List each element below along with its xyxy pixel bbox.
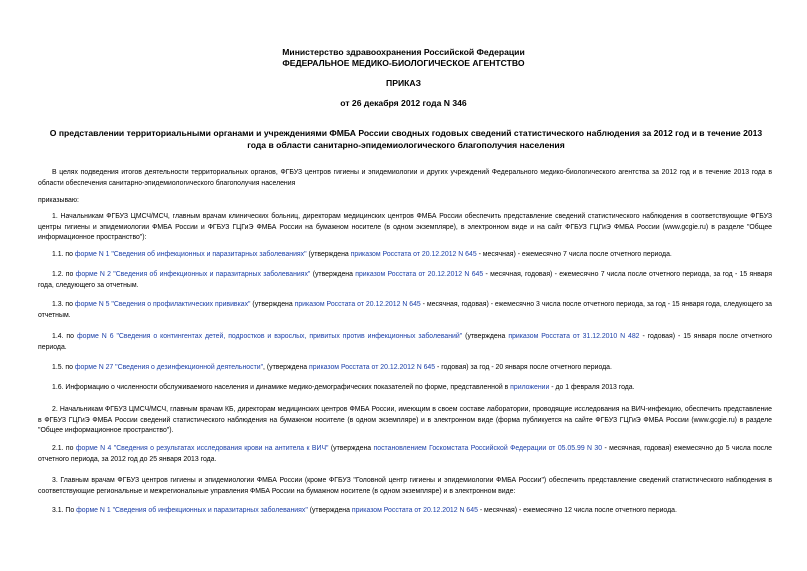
form-6-link[interactable]: форме N 6 "Сведения о контингентах детей, подростков и взрослых, привитых против инфекционных заболеваний" (76, 333, 463, 340)
paragraph-2-1: 2.1. по форме N 4 "Сведения о результатах исследования крови на антитела к ВИЧ" (утверждена постановлением Госкомстата Российской Федерации от 05.05.99 N 30 - месячная, годовая) ежемесячно до 5 числа после отчетного периода, за 2012 год до 25 января 2013 года. (38, 445, 772, 463)
ministry-name: Министерство здравоохранения Российской Федерации (282, 47, 525, 57)
paragraph-1-4: 1.4. по форме N 6 "Сведения о контингентах детей, подростков и взрослых, привитых против инфекционных заболеваний" (утверждена приказом Росстата от 31.12.2010 N 482 - годовая) - 15 января после отчетного периода. (38, 333, 773, 351)
paragraph-1-2: 1.2. по форме N 2 "Сведения об инфекционных и паразитарных заболеваниях" (утверждена приказом Росстата от 20.12.2012 N 645 - месячная, годовая) - ежемесячно 7 числа после отчетного периода, за год - 15 января года, следующего за отчетным. (38, 271, 772, 289)
doc-type: ПРИКАЗ (386, 78, 421, 88)
paragraph-1-6: 1.6. Информацию о численности обслуживаемого населения и динамике медико-демографических показателей по форме, представленной в приложении - до 1 февраля 2013 года. (52, 384, 635, 391)
intro-paragraph: В целях подведения итогов деятельности территориальных органов, ФГБУЗ центров гигиены и эпидемиологии и других учреждений Федерального медико-биологического агентства за 2012 год и в течение 2013 года в области обеспечения санитарно-эпидемиологического благополучия населения (38, 169, 772, 187)
rosstat-order-link[interactable]: приказом Росстата от 20.12.2012 N 645 (351, 507, 478, 514)
doc-title: О представлении территориальными органами и учреждениями ФМБА России сводных годовых сведений статистического наблюдения за 2012 год и в течение 2013 года в области санитарно-эпидемиологического благополучия населения (49, 128, 763, 150)
paragraph-3-1: 3.1. По форме N 1 "Сведения об инфекционных и паразитарных заболеваниях" (утверждена приказом Росстата от 20.12.2012 N 645 - месячная) - ежемесячно 12 числа после отчетного периода. (52, 507, 677, 514)
rosstat-order-link[interactable]: приказом Росстата от 20.12.2012 N 645 (355, 271, 484, 278)
paragraph-1-3: 1.3. по форме N 5 "Сведения о профилактических прививках" (утверждена приказом Росстата от 20.12.2012 N 645 - месячная, годовая) - ежемесячно 3 числа после отчетного периода, за год - 15 января года, следующего за отчетным. (38, 301, 772, 319)
rosstat-order-2010-link[interactable]: приказом Росстата от 31.12.2010 N 482 (508, 333, 640, 340)
form-27-link[interactable]: форме N 27 "Сведения о дезинфекционной деятельности" (74, 364, 264, 371)
rosstat-order-link[interactable]: приказом Росстата от 20.12.2012 N 645 (294, 301, 421, 308)
form-5-link[interactable]: форме N 5 "Сведения о профилактических прививках" (74, 301, 251, 308)
order-word: приказываю: (38, 197, 79, 204)
form-1-link[interactable]: форме N 1 "Сведения об инфекционных и паразитарных заболеваниях" (74, 251, 307, 258)
form-1-link[interactable]: форме N 1 "Сведения об инфекционных и паразитарных заболеваниях" (76, 507, 308, 514)
paragraph-1-1: 1.1. по форме N 1 "Сведения об инфекционных и паразитарных заболеваниях" (утверждена приказом Росстата от 20.12.2012 N 645 - месячная) - ежемесячно 7 числа после отчетного периода. (52, 251, 672, 258)
paragraph-1-5: 1.5. по форме N 27 "Сведения о дезинфекционной деятельности", (утверждена приказом Росстата от 20.12.2012 N 645 - годовая) за год - 20 января после отчетного периода. (52, 364, 612, 371)
form-4-link[interactable]: форме N 4 "Сведения о результатах исследования крови на антитела к ВИЧ" (75, 445, 329, 452)
doc-date: от 26 декабря 2012 года N 346 (340, 98, 467, 108)
rosstat-order-link[interactable]: приказом Росстата от 20.12.2012 N 645 (309, 364, 436, 371)
goskomstat-resolution-link[interactable]: постановлением Госкомстата Российской Федерации от 05.05.99 N 30 (373, 445, 603, 452)
rosstat-order-link[interactable]: приказом Росстата от 20.12.2012 N 645 (350, 251, 477, 258)
paragraph-2: 2. Начальникам ФГБУЗ ЦМСЧ/МСЧ, главным врачам КБ, директорам медицинских центров ФМБА России, имеющим в своем составе лаборатории, проводящие исследования на ВИЧ-инфекцию, обеспечить представление в ФГБУЗ ГЦГиЭ ФМБА России сведений статистического наблюдения на бумажном носителе (в одном экземпляре) и в электронном виде (форма публикуется на сайте ФГБУЗ ГЦГиЭ ФМБА России (www.gcgie.ru) в разделе "Общее информационное пространство"). (38, 406, 772, 435)
paragraph-1: 1. Начальникам ФГБУЗ ЦМСЧ/МСЧ, главным врачам клинических больниц, директорам медицинских центров ФМБА России обеспечить представление сведений статистического наблюдения в соответствующие ФГБУЗ центры гигиены и эпидемиологии ФМБА России и ФГБУЗ ГЦГиЭ ФМБА России на бумажном носителе (в одном экземпляре), в электронном виде и на сайт ФГБУЗ ГЦГиЭ ФМБА России (www.gcgie.ru) в разделе "Общее информационное пространство"): (38, 213, 772, 242)
appendix-link[interactable]: приложении (510, 384, 550, 391)
form-2-link[interactable]: форме N 2 "Сведения об инфекционных и паразитарных заболеваниях" (75, 271, 311, 278)
paragraph-3: 3. Главным врачам ФГБУЗ центров гигиены и эпидемиологии ФМБА России (кроме ФГБУЗ "Головной центр гигиены и эпидемиологии ФМБА России") обеспечить представление сведений статистического наблюдения в соответствующие региональные и межрегиональные управления ФМБА России на бумажном носителе (в одном экземпляре) и в электронном виде: (38, 477, 772, 495)
agency-name: ФЕДЕРАЛЬНОЕ МЕДИКО-БИОЛОГИЧЕСКОЕ АГЕНТСТВО (282, 58, 525, 68)
